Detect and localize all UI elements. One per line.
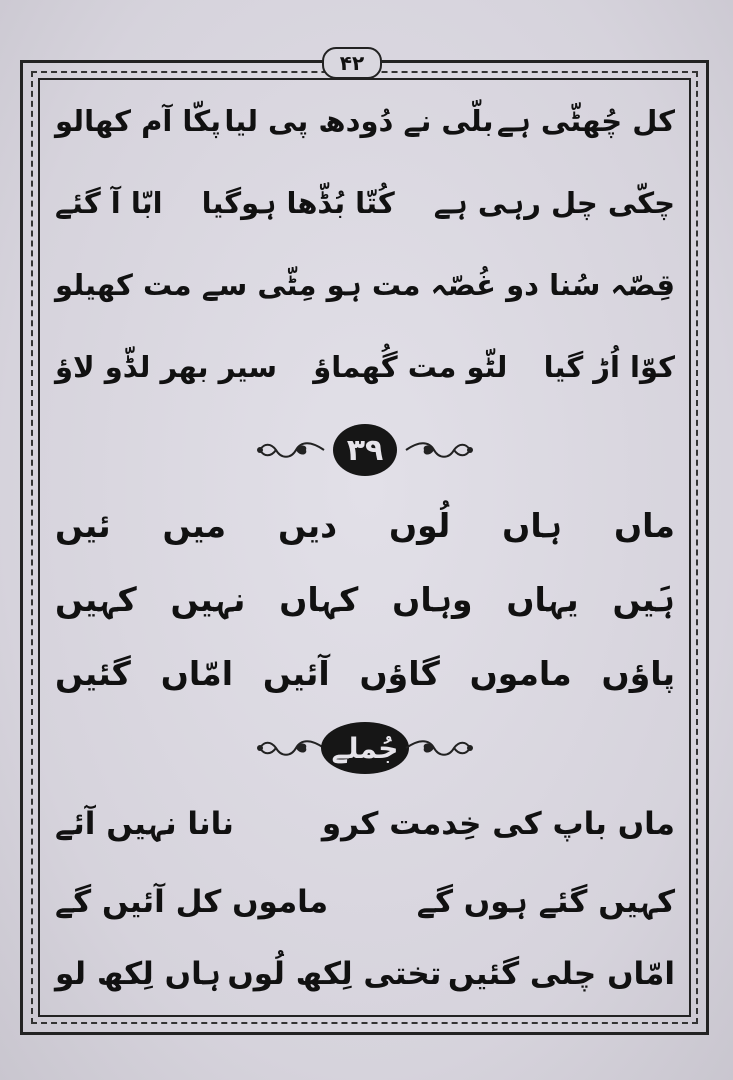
page-number: ۴۲: [322, 47, 382, 79]
word: ماں: [614, 506, 675, 545]
phrase: سیر بھر لڈّو لاؤ: [55, 350, 278, 384]
word: ئیں: [55, 506, 111, 545]
phrase: چکّی چل رہی ہے: [433, 186, 675, 220]
sentence: نانا نہیں آئے: [55, 806, 234, 842]
section-number-badge: ۳۹: [333, 424, 397, 476]
phrase: کوّا اُڑ گیا: [543, 350, 675, 384]
word: ماموں: [469, 654, 572, 693]
word: امّاں: [160, 654, 234, 693]
sentence: کہیں گئے ہوں گے: [416, 884, 675, 920]
phrase: کُتّا بُڈّھا ہوگیا: [201, 186, 395, 220]
word: ہاں: [502, 506, 563, 545]
phrase: غُصّہ مت ہو: [326, 268, 496, 302]
word: نہیں: [170, 580, 246, 619]
flourish-left-icon: [256, 737, 326, 759]
phrase: ابّا آ گئے: [55, 186, 163, 220]
phrase: لٹّو مت گُھماؤ: [313, 350, 508, 384]
paragraph-line-1: [55, 104, 675, 138]
phrase: بلّی نے دُودھ پی لیا: [224, 104, 494, 138]
phrase: کل چُھٹّی ہے: [496, 104, 675, 138]
flourish-left-icon: [256, 439, 326, 461]
word-row-3: [55, 654, 675, 693]
sentence: ماں باپ کی خِدمت کرو: [321, 806, 675, 842]
sentence: امّاں چلی گئیں: [447, 956, 675, 992]
paragraph-line-2: [55, 186, 675, 220]
word: میں: [162, 506, 227, 545]
word: ہَیں: [612, 580, 675, 619]
word-row-1: [55, 506, 675, 545]
sentence-line-2: [55, 884, 675, 920]
word: یہاں: [506, 580, 579, 619]
sentence-line-1: [55, 806, 675, 842]
sentences-heading: جُملے: [321, 722, 409, 774]
sentence: ماموں کل آئیں گے: [55, 884, 329, 920]
word: وہاں: [392, 580, 473, 619]
word-row-2: [55, 580, 675, 619]
phrase: مِٹّی سے مت کھیلو: [55, 268, 317, 302]
sentences-ornament: [256, 722, 474, 774]
word: گئیں: [55, 654, 131, 693]
sentence: ہاں لِکھ لو: [55, 956, 221, 992]
word: آئیں: [262, 654, 330, 693]
word: لُوں: [389, 506, 451, 545]
sentence: تختی لِکھ لُوں: [227, 956, 442, 992]
section-ornament: [256, 424, 474, 476]
word: کہاں: [279, 580, 359, 619]
word: کہیں: [55, 580, 137, 619]
word: پاؤں: [601, 654, 675, 693]
sentence-line-3: [55, 956, 675, 992]
word: دیں: [278, 506, 338, 545]
paragraph-line-3: [55, 268, 675, 302]
word: گاؤں: [359, 654, 440, 693]
flourish-right-icon: [404, 439, 474, 461]
paragraph-line-4: [55, 350, 675, 384]
phrase: پکّا آم کھالو: [55, 104, 221, 138]
phrase: قِصّہ سُنا دو: [506, 268, 675, 302]
flourish-right-icon: [404, 737, 474, 759]
